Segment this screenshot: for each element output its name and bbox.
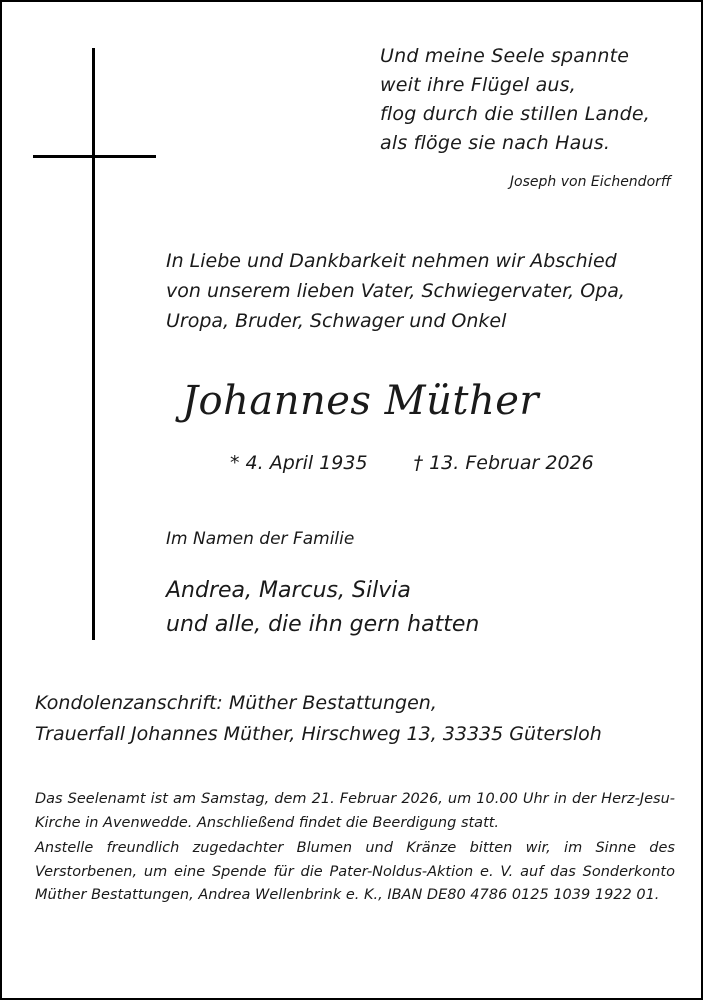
- poem-line: als flöge sie nach Haus.: [380, 132, 611, 154]
- cross-icon-horizontal-bar: [33, 155, 156, 158]
- cross-icon-vertical-bar: [92, 48, 95, 640]
- family-line: und alle, die ihn gern hatten: [166, 612, 480, 637]
- poem: [380, 42, 650, 158]
- poem-line: Und meine Seele spannte: [380, 45, 630, 67]
- life-dates: [230, 452, 594, 474]
- family-label: Im Namen der Familie: [166, 529, 355, 549]
- poem-author: Joseph von Eichendorff: [509, 174, 671, 190]
- service-notice: [35, 788, 675, 910]
- poem-line: flog durch die stillen Lande,: [380, 103, 651, 125]
- poem-line: weit ihre Flügel aus,: [380, 74, 576, 96]
- condolence-address: [35, 688, 602, 750]
- service-info: Das Seelenamt ist am Samstag, dem 21. Februar 2026, um 10.00 Uhr in der Herz-Jesu-Kirche in Avenwedde. Anschließend findet die Beerdigung statt.: [35, 791, 675, 831]
- intro-line: In Liebe und Dankbarkeit nehmen wir Abschied: [166, 250, 617, 272]
- intro-line: von unserem lieben Vater, Schwiegervater, Opa,: [166, 280, 625, 302]
- condolence-line: Kondolenzanschrift: Müther Bestattungen,: [35, 692, 437, 714]
- intro-line: Uropa, Bruder, Schwager und Onkel: [166, 310, 507, 332]
- family-line: Andrea, Marcus, Silvia: [166, 578, 411, 603]
- donation-info: Anstelle freundlich zugedachter Blumen und Kränze bitten wir, im Sinne des Verstorbenen, um eine Spende für die Pater-Noldus-Aktion e. V. auf das Sonderkonto Müther Bestattungen, Andrea Wellenbrink e. K., IBAN DE80 4786 0125 1039 1922 01.: [35, 840, 675, 903]
- birth-date: * 4. April 1935: [230, 452, 368, 474]
- deceased-name: Johannes Müther: [182, 378, 540, 424]
- death-date: † 13. Februar 2026: [413, 452, 594, 474]
- family-names: [166, 574, 479, 642]
- condolence-line: Trauerfall Johannes Müther, Hirschweg 13, 33335 Gütersloh: [35, 723, 602, 745]
- intro-text: [166, 246, 625, 336]
